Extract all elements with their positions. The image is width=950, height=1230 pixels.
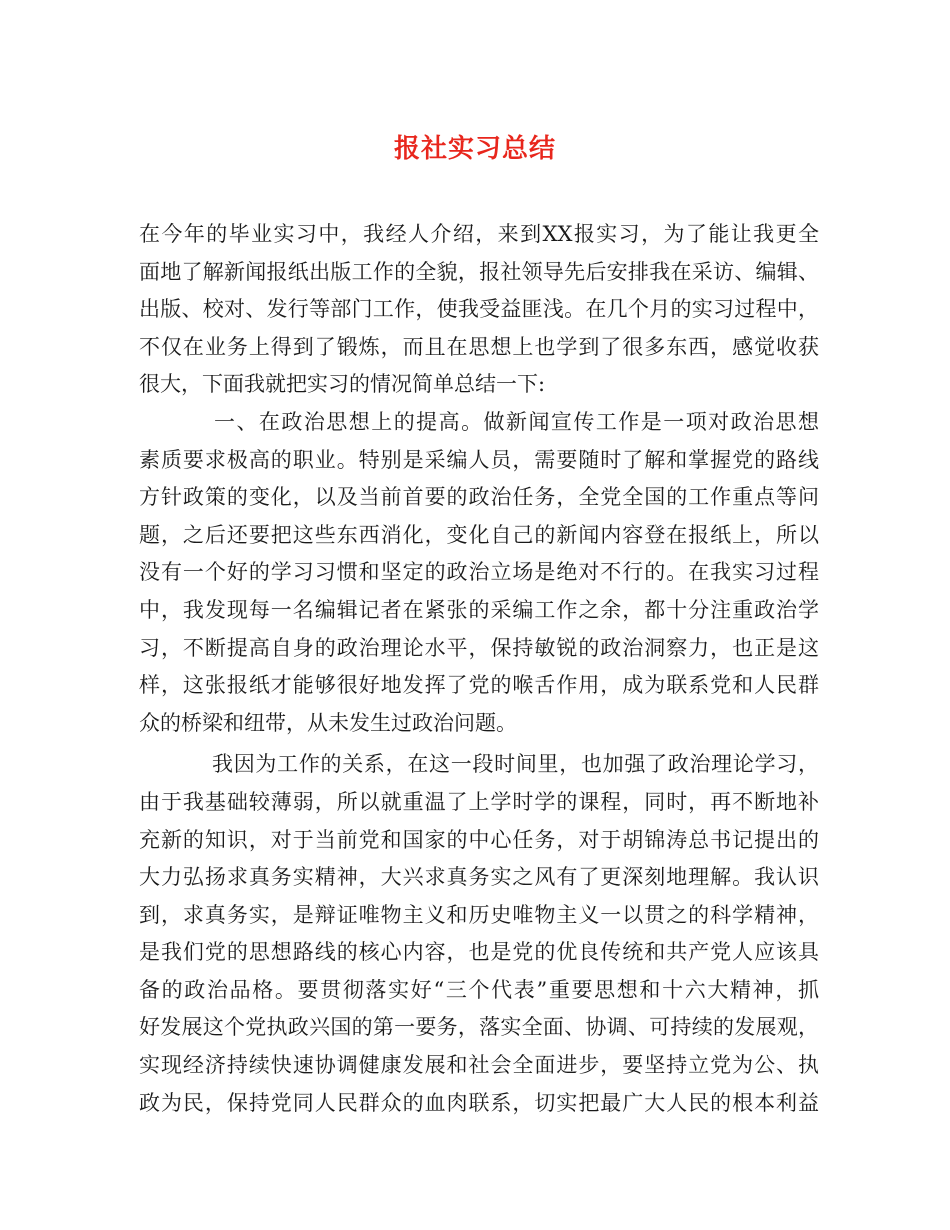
document-title: 报社实习总结 <box>393 134 556 164</box>
text-line: 在今年的毕业实习中，我经人介绍，来到XX报实习，为了能让我更全 <box>139 222 819 246</box>
text-line: 没有一个好的学习习惯和坚定的政治立场是绝对不行的。在我实习过程 <box>139 560 819 585</box>
text-line: 素质要求极高的职业。特别是采编人员，需要随时了解和掌握党的路线 <box>139 447 819 472</box>
paragraph-first-line: 我因为工作的关系，在这一段时间里，也加强了政治理论学习， <box>212 752 819 777</box>
text-line: 到，求真务实，是辩证唯物主义和历史唯物主义一以贯之的科学精神， <box>139 902 819 927</box>
text-line: 习，不断提高自身的政治理论水平，保持敏锐的政治洞察力，也正是这 <box>139 635 819 660</box>
text-line: 备的政治品格。要贯彻落实好“三个代表”重要思想和十六大精神，抓 <box>139 977 819 1002</box>
text-line: 实现经济持续快速协调健康发展和社会全面进步，要坚持立党为公、执 <box>139 1053 819 1078</box>
text-line: 大力弘扬求真务实精神，大兴求真务实之风有了更深刻地理解。我认识 <box>139 865 819 890</box>
text-line: 政为民，保持党同人民群众的血肉联系，切实把最广大人民的根本利益 <box>139 1090 819 1115</box>
text-line: 出版、校对、发行等部门工作，使我受益匪浅。在几个月的实习过程中， <box>139 297 819 322</box>
text-line: 由于我基础较薄弱，所以就重温了上学时学的课程，同时，再不断地补 <box>139 789 819 814</box>
text-line: 面地了解新闻报纸出版工作的全貌，报社领导先后安排我在采访、编辑、 <box>139 259 819 284</box>
text-line: 好发展这个党执政兴国的第一要务，落实全面、协调、可持续的发展观， <box>139 1015 819 1040</box>
text-line: 题，之后还要把这些东西消化，变化自己的新闻内容登在报纸上，所以 <box>139 522 819 547</box>
text-line: 众的桥梁和纽带，从未发生过政治问题。 <box>139 710 517 735</box>
text-line: 不仅在业务上得到了锻炼，而且在思想上也学到了很多东西，感觉收获 <box>139 334 819 359</box>
text-line: 充新的知识，对于当前党和国家的中心任务，对于胡锦涛总书记提出的 <box>139 827 819 852</box>
text-line: 方针政策的变化，以及当前首要的政治任务，全党全国的工作重点等问 <box>139 485 819 510</box>
section-heading-line: 一、在政治思想上的提高。做新闻宣传工作是一项对政治思想 <box>214 409 819 434</box>
document-body <box>139 216 819 1122</box>
text-line: 很大，下面我就把实习的情况简单总结一下: <box>139 372 546 397</box>
text-line: 样，这张报纸才能够很好地发挥了党的喉舌作用，成为联系党和人民群 <box>139 673 819 698</box>
text-line: 是我们党的思想路线的核心内容，也是党的优良传统和共产党人应该具 <box>139 940 819 965</box>
text-line: 中，我发现每一名编辑记者在紧张的采编工作之余，都十分注重政治学 <box>139 597 819 622</box>
